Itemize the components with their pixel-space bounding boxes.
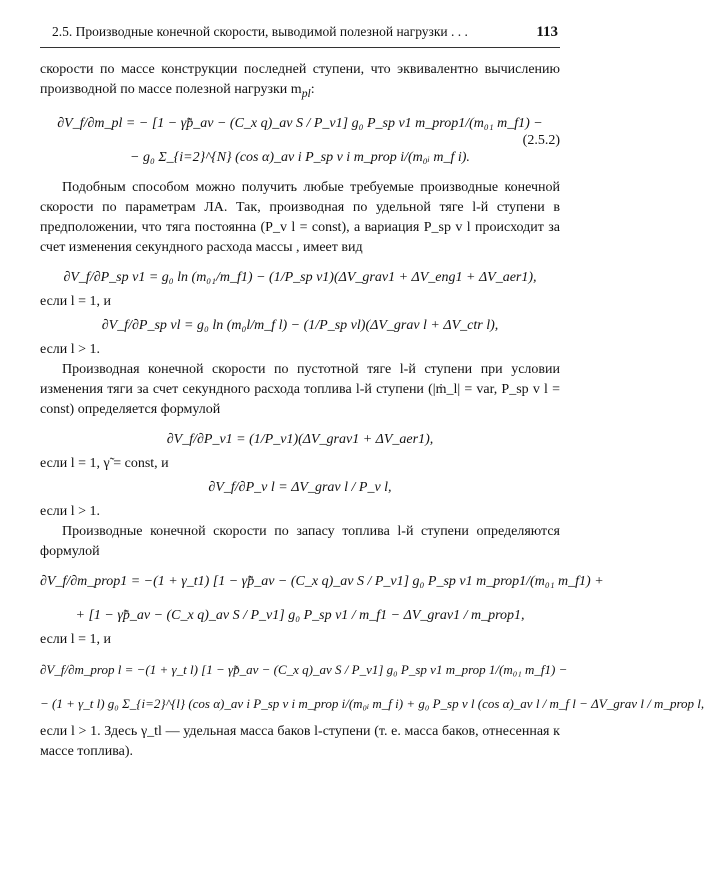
equation-propellant-stage1-line2: + [1 − γ̃p̄_av − (C_x q)_av S / P_v1] g₀ P_sp v1 / m_f1 − ΔV_grav1 / m_prop1, [75,607,525,623]
equation-thrust-stage1: ∂V_f/∂P_v1 = (1/P_v1)(ΔV_grav1 + ΔV_aer1), [166,431,434,447]
paragraph-5: если l > 1. Здесь γ_tl — удельная масса баков l-ступени (т. е. масса баков, отнесенная к массе топлива). [40,723,560,759]
equation-propellant-stage-l-line2: − (1 + γ_t l) g₀ Σ_{i=2}^{l} (cos α)_av i P_sp v i m_prop i/(m₀ᵢ m_f i) + g₀ P_sp v l (cos α)_av l / m_f l − ΔV_grav l / m_prop l, [40,695,704,711]
condition-l-equals-1-propellant: если l = 1, и [40,631,112,647]
page-number: 113 [536,24,558,40]
paragraph-4: Производные конечной скорости по запасу топлива l-й ступени определяются формулой [40,523,560,559]
condition-l-greater-1-thrust: если l > 1. [40,503,101,519]
equation-2-5-2 [40,114,560,168]
condition-l-equals-1-gamma-const: если l = 1, γ̃ = const, и [40,455,169,471]
equation-propellant-stage-l-line1: ∂V_f/∂m_prop l = −(1 + γ_t l) [1 − γ̃p̄_av − (C_x q)_av S / P_v1] g₀ P_sp v1 m_prop 1/(m₀₁ m_f1) − [40,661,568,677]
paragraph-2: Подобным способом можно получить любые требуемые производные конечной скорости по параметрам ЛА. Так, производная по удельной тяге l-й ступени в предположении, что тяга постоянна (P_v l = const), а вариация P_sp v l происходит за счет изменения секундного расхода массы , имеет вид [40,179,560,255]
running-header [52,24,558,41]
equation-2-5-2-line2: − g₀ Σ_{i=2}^{N} (cos α)_av i P_sp v i m_prop i/(m₀ᵢ m_f i). [130,149,470,165]
equation-specific-impulse-stage-l: ∂V_f/∂P_sp vl = g₀ ln (m₀l/m_f l) − (1/P_sp vl)(ΔV_grav l + ΔV_ctr l), [101,317,499,333]
condition-l-greater-1: если l > 1. [40,341,101,357]
equation-specific-impulse-stage1: ∂V_f/∂P_sp v1 = g₀ ln (m₀₁/m_f1) − (1/P_sp v1)(ΔV_grav1 + ΔV_eng1 + ΔV_aer1), [63,269,537,285]
equation-propellant-stage-l [40,660,704,714]
equation-propellant-stage1 [40,572,604,626]
running-title: 2.5. Производные конечной скорости, выводимой полезной нагрузки . . . [52,24,468,39]
paragraph-3: Производная конечной скорости по пустотной тяге l-й ступени при условии изменения тяги за счет секундного расхода топлива l-й ступени (|ṁ_l| = var, P_sp v l = const) определяется формулой [40,361,560,417]
page-body [40,60,704,762]
paragraph-1: скорости по массе конструкции последней ступени, что эквивалентно вычислению производной по массе полезной нагрузки $m_{pl}$: [40,62,560,100]
equation-2-5-2-line1: ∂V_f/∂m_pl = − [1 − γ̃p̄_av − (C_x q)_av S / P_v1] g₀ P_sp v1 m_prop1/(m₀₁ m_f1) − [57,115,543,131]
header-rule [40,47,560,48]
equation-thrust-stage-l: ∂V_f/∂P_v l = ΔV_grav l / P_v l, [208,479,392,495]
equation-number: (2.5.2) [522,132,560,148]
condition-l-equals-1: если l = 1, и [40,293,112,309]
equation-propellant-stage1-line1: ∂V_f/∂m_prop1 = −(1 + γ_t1) [1 − γ̃p̄_av − (C_x q)_av S / P_v1] g₀ P_sp v1 m_prop1/(m₀₁ m_f1) + [40,573,604,589]
